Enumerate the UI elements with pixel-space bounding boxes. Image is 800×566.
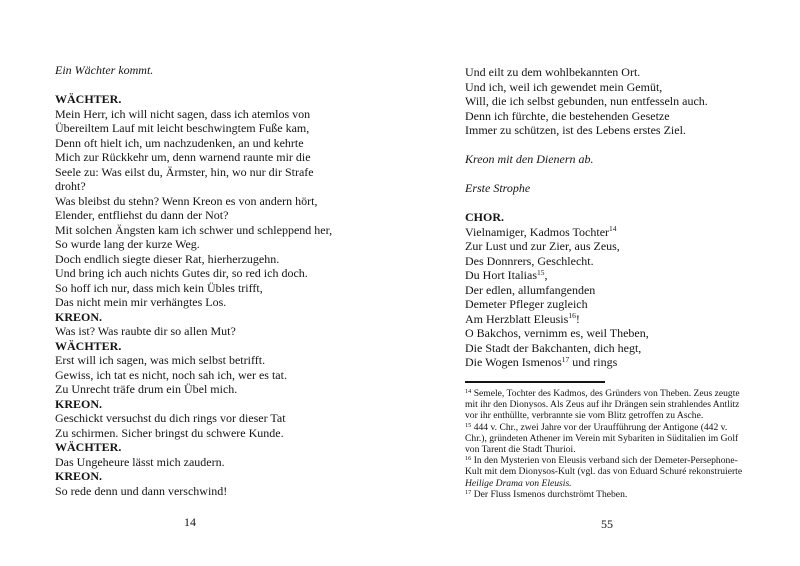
text-segment: Das Ungeheure lässt mich zaudern. — [55, 454, 225, 469]
text-segment: Die Wogen Ismenos — [465, 355, 562, 369]
text-line — [55, 121, 400, 136]
text-segment: Zu Unrecht träfe drum ein Übel mich. — [55, 382, 238, 396]
text-line — [55, 165, 400, 180]
text-segment: Heilige Drama von Eleusis. — [465, 477, 572, 489]
text-segment: Gewiss, ich tat es nicht, noch sah ich, wer es tat. — [55, 367, 287, 382]
text-segment: Zu schirmen. Sicher bringst du schwere Kunde. — [55, 425, 284, 440]
footnotes — [465, 388, 775, 500]
text-line — [465, 65, 765, 80]
text-line — [465, 268, 765, 283]
text-segment: In den Mysterien von Eleusis verband sich der Demeter-Persephone- — [471, 455, 738, 467]
text-line — [55, 107, 400, 122]
speaker-name — [465, 210, 765, 225]
stage-direction: Kreon mit den Dienern ab. — [465, 152, 594, 166]
text-line — [55, 295, 400, 310]
text-line — [465, 455, 775, 466]
text-segment: 444 v. Chr., zwei Jahre vor der Uraufführung der Antigone (442 v. — [471, 421, 728, 433]
text-segment: So wurde lang der kurze Weg. — [55, 237, 200, 251]
text-line — [465, 239, 765, 254]
text-line — [465, 297, 765, 312]
text-line — [465, 123, 765, 138]
text-segment: Erst will ich sagen, was mich selbst betrifft. — [55, 353, 266, 367]
text-segment: Des Donnrers, Geschlecht. — [465, 253, 594, 268]
text-segment: WÄCHTER. — [55, 440, 122, 454]
text-segment: So rede denn und dann verschwind! — [55, 483, 228, 498]
text-segment: Was ist? Was raubte dir so allen Mut? — [55, 324, 236, 338]
text-line — [465, 399, 775, 410]
text-segment: WÄCHTER. — [55, 92, 122, 106]
page-number-left: 14 — [184, 515, 196, 529]
text-segment: Und ich, weil ich gewendet mein Gemüt, — [465, 79, 663, 94]
text-line — [55, 223, 400, 238]
text-line — [55, 237, 400, 252]
text-segment: und rings — [569, 355, 618, 369]
text-line — [55, 194, 400, 209]
text-line — [465, 80, 765, 95]
footnote-ref: 15 — [465, 421, 472, 429]
text-segment: Chr.), gründeten Athener im Verein mit Sybariten in Süditalien im Golf — [465, 432, 739, 444]
footnote-ref: 17 — [465, 488, 472, 496]
text-line — [55, 252, 400, 267]
blank-line — [55, 78, 400, 93]
text-line — [465, 283, 765, 298]
speaker-name — [55, 440, 400, 455]
text-segment: CHOR. — [465, 210, 504, 224]
strophe-label: Erste Strophe — [465, 181, 531, 195]
right-text-block — [465, 65, 765, 370]
text-segment: Will, die ich selbst gebunden, nun entfesseln auch. — [465, 94, 708, 108]
text-segment: Mein Herr, ich will nicht sagen, dass ich atemlos von — [55, 106, 311, 121]
text-line — [55, 324, 400, 339]
text-segment: Du Hort Italias — [465, 268, 537, 282]
text-line — [55, 179, 400, 194]
text-segment: Denn ich fürchte, die bestehenden Gesetze — [465, 108, 670, 123]
left-text-block — [55, 63, 400, 498]
text-line — [465, 466, 775, 477]
speaker-name — [55, 310, 400, 325]
dialogue-right — [465, 65, 765, 138]
text-segment: Elender, entfliehst du dann der Not? — [55, 208, 229, 222]
text-line — [55, 208, 400, 223]
footnote-ref: 16 — [568, 311, 576, 320]
text-line — [465, 254, 765, 269]
text-segment: So hoff ich nur, dass mich kein Übles trifft, — [55, 280, 263, 295]
text-line — [55, 266, 400, 281]
text-segment: Immer zu schützen, ist des Lebens erstes Ziel. — [465, 123, 686, 137]
text-segment: Semele, Tochter des Kadmos, des Gründers von Theben. Zeus zeugte — [471, 388, 740, 399]
text-segment: Zur Lust und zur Zier, aus Zeus, — [465, 239, 620, 253]
text-line — [55, 455, 400, 470]
text-line — [465, 478, 775, 489]
text-line — [465, 433, 775, 444]
text-segment: droht? — [55, 179, 86, 193]
text-segment: KREON. — [55, 309, 103, 324]
stage-direction: Ein Wächter kommt. — [55, 63, 154, 77]
blank-line — [465, 138, 765, 153]
text-line — [55, 353, 400, 368]
text-segment: Der Fluss Ismenos durchströmt Theben. — [471, 488, 628, 500]
text-line — [465, 422, 775, 433]
text-line — [465, 94, 765, 109]
text-segment: WÄCHTER. — [55, 338, 122, 353]
text-segment: Das nicht mein mir verhängtes Los. — [55, 295, 227, 309]
footnote-ref: 15 — [536, 267, 545, 277]
dialogue-left — [55, 92, 400, 498]
text-segment: Demeter Pfleger zugleich — [465, 297, 588, 311]
text-line — [55, 150, 400, 165]
text-segment: Vielnamiger, Kadmos Tochter — [465, 224, 610, 239]
text-segment: Und eilt zu dem wohlbekannten Ort. — [465, 65, 641, 79]
text-segment: Übereiltem Lauf mit leicht beschwingtem Fuße kam, — [55, 121, 310, 135]
footnote-ref: 14 — [465, 388, 472, 395]
text-line — [465, 355, 765, 370]
text-line — [465, 410, 775, 421]
text-segment: Und bring ich auch nichts Gutes dir, so red ich doch. — [55, 266, 308, 280]
footnote-ref: 17 — [561, 354, 570, 364]
footnote-ref: 14 — [609, 224, 617, 233]
text-segment: Doch endlich siegte dieser Rat, hierherzugehn. — [55, 251, 280, 266]
text-line — [55, 484, 400, 499]
text-line — [465, 388, 775, 399]
text-segment: Mit solchen Ängsten kam ich schwer und schleppend her, — [55, 222, 333, 237]
text-segment: Die Stadt der Bakchanten, dich hegt, — [465, 340, 642, 355]
speaker-name — [55, 397, 400, 412]
text-line — [465, 225, 765, 240]
text-segment: Mich zur Rückkehr um, denn warnend raunte mir die — [55, 150, 311, 164]
footnote-separator-rule — [465, 381, 605, 383]
speaker-name — [55, 92, 400, 107]
blank-line — [465, 196, 765, 211]
text-segment: Am Herzblatt Eleusis — [465, 311, 569, 326]
text-segment: von Tarent die Stadt Thurioi. — [465, 444, 576, 456]
text-line — [55, 281, 400, 296]
text-segment: , — [544, 268, 548, 282]
text-segment: Was bleibst du stehn? Wenn Kreon es von andern hört, — [55, 193, 318, 208]
text-line — [465, 109, 765, 124]
text-segment: KREON. — [55, 469, 103, 483]
page-number-right: 55 — [601, 517, 613, 531]
text-segment: O Bakchos, vernimm es, weil Theben, — [465, 326, 649, 340]
blank-line — [465, 167, 765, 182]
text-line — [55, 136, 400, 151]
chorus-lines — [465, 210, 765, 370]
text-line — [465, 489, 775, 500]
text-segment: Der edlen, allumfangenden — [465, 282, 596, 297]
text-line — [465, 326, 765, 341]
text-line — [55, 411, 400, 426]
text-segment: ! — [575, 311, 580, 326]
right-page — [400, 0, 800, 566]
text-line — [465, 444, 775, 455]
speaker-name — [55, 339, 400, 354]
text-segment: Geschickt versuchst du dich rings vor dieser Tat — [55, 411, 286, 425]
text-segment: mit ihr den Dionysos. Als Zeus auf ihr Drängen sein strahlendes Antlitz — [465, 399, 740, 411]
text-segment: Seele zu: Was eilst du, Ärmster, hin, wo nur dir Strafe — [55, 164, 314, 179]
text-segment: Kult mit dem Dionysos-Kult (vgl. das von Eduard Schuré rekonstruierte — [465, 466, 743, 478]
text-segment: Denn oft hielt ich, um nachzudenken, an und kehrte — [55, 135, 304, 150]
text-segment: vor ihr enthüllte, verbrannte sie vom Blitz getroffen zu Asche. — [465, 410, 704, 422]
text-line — [465, 341, 765, 356]
text-line — [55, 368, 400, 383]
text-line — [55, 382, 400, 397]
text-segment: KREON. — [55, 396, 103, 411]
speaker-name — [55, 469, 400, 484]
text-line — [465, 312, 765, 327]
footnote-ref: 16 — [465, 455, 472, 463]
text-line — [55, 426, 400, 441]
